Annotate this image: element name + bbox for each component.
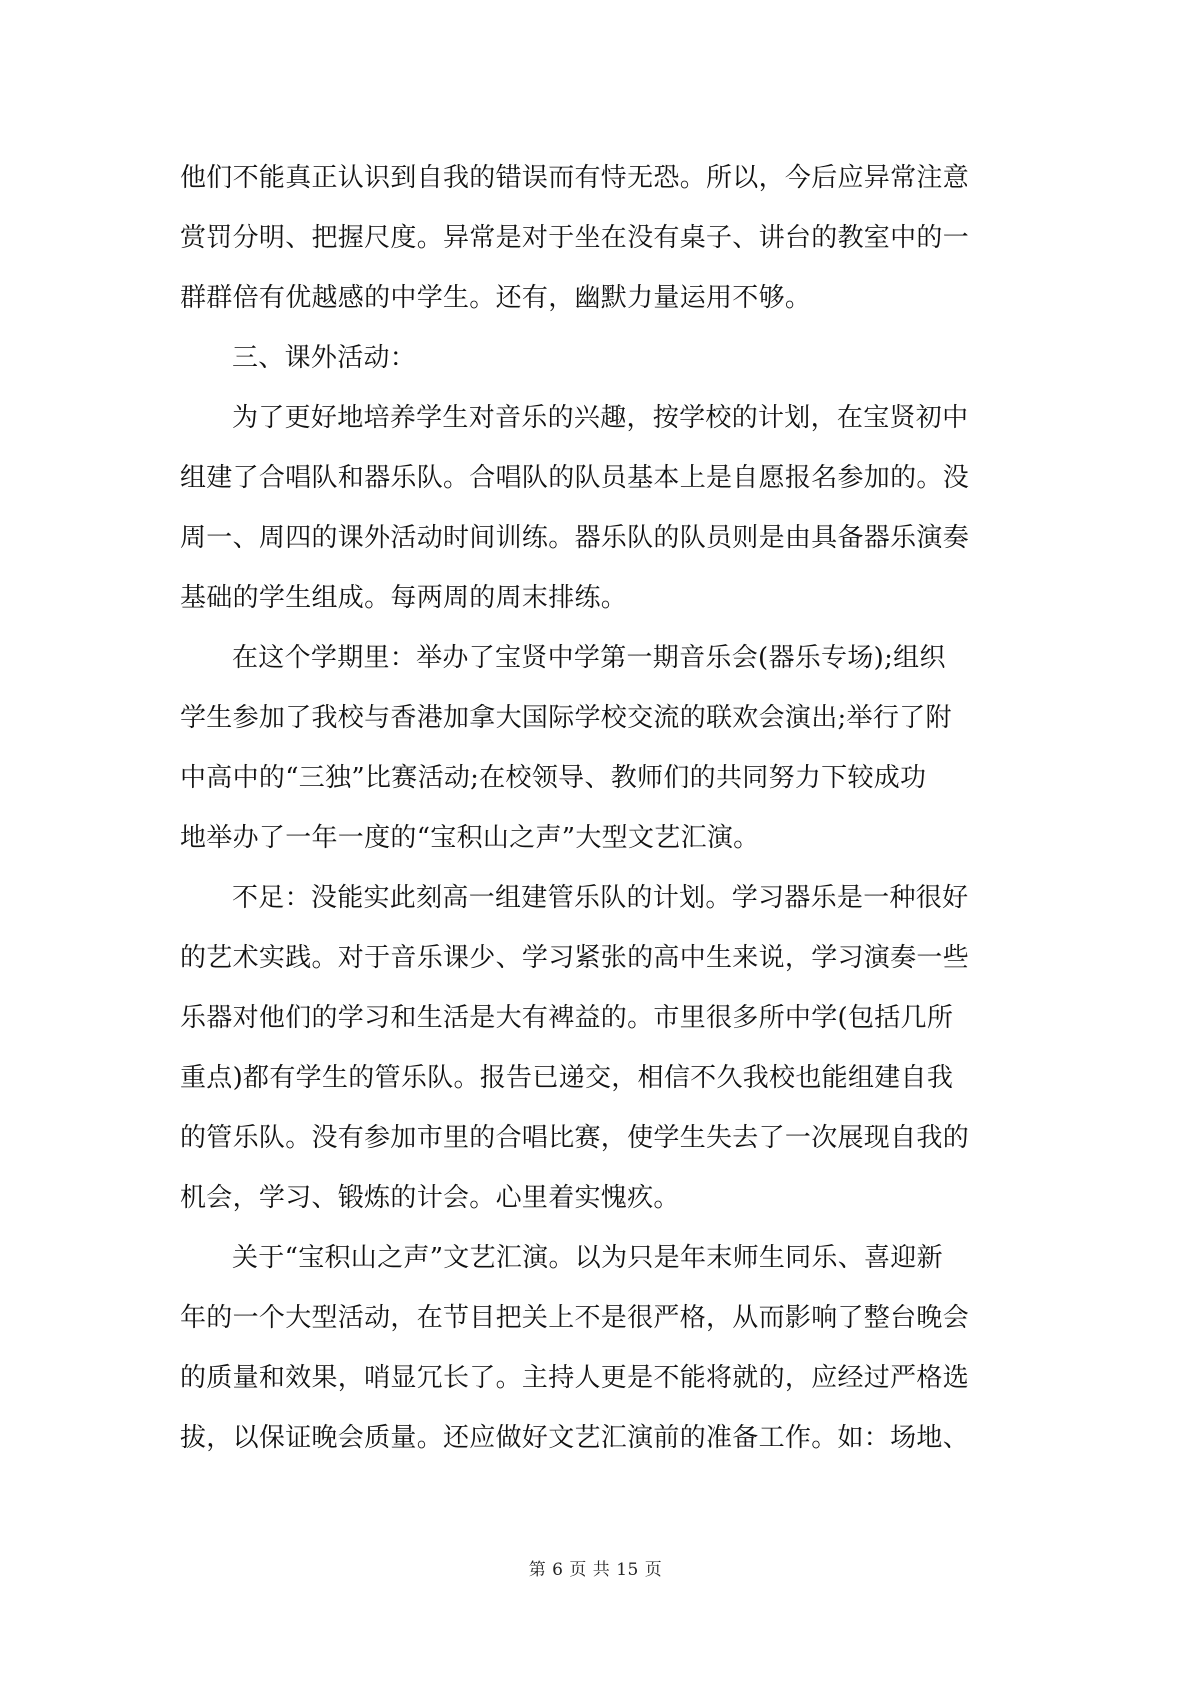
text-line: 关于“宝积山之声”文艺汇演。以为只是年末师生同乐、喜迎新 [232,1243,943,1273]
text-line: 在这个学期里：举办了宝贤中学第一期音乐会(器乐专场);组织 [232,643,946,673]
text-line: 赏罚分明、把握尺度。异常是对于坐在没有桌子、讲台的教室中的一 [180,223,970,253]
text-line: 的艺术实践。对于音乐课少、学习紧张的高中生来说，学习演奏一些 [180,943,970,973]
paragraph-shortcomings [180,868,1020,1228]
text-line: 三、课外活动： [232,343,417,373]
paragraph-ensembles [180,388,1020,628]
text-line: 的管乐队。没有参加市里的合唱比赛，使学生失去了一次展现自我的 [180,1123,970,1153]
text-line: 拔，以保证晚会质量。还应做好文艺汇演前的准备工作。如：场地、 [180,1423,970,1453]
text-line: 中高中的“三独”比赛活动;在校领导、教师们的共同努力下较成功 [180,763,927,793]
text-line: 机会，学习、锻炼的计会。心里着实愧疚。 [180,1183,680,1213]
paragraph-gala-review [180,1228,1020,1468]
text-line: 群群倍有优越感的中学生。还有，幽默力量运用不够。 [180,283,812,313]
text-line: 的质量和效果，哨显冗长了。主持人更是不能将就的，应经过严格选 [180,1363,970,1393]
document-body [180,148,1020,1468]
page-number-footer: 第 6 页 共 15 页 [528,1560,663,1580]
paragraph-semester-events [180,628,1020,868]
text-line: 他们不能真正认识到自我的错误而有恃无恐。所以，今后应异常注意 [180,163,970,193]
text-line: 重点)都有学生的管乐队。报告已递交，相信不久我校也能组建自我 [180,1063,954,1093]
text-line: 地举办了一年一度的“宝积山之声”大型文艺汇演。 [180,823,760,853]
text-line: 为了更好地培养学生对音乐的兴趣，按学校的计划，在宝贤初中 [232,403,969,433]
paragraph-continuation [180,148,1020,328]
text-line: 乐器对他们的学习和生活是大有裨益的。市里很多所中学(包括几所 [180,1003,954,1033]
text-line: 周一、周四的课外活动时间训练。器乐队的队员则是由具备器乐演奏 [180,523,970,553]
text-line: 学生参加了我校与香港加拿大国际学校交流的联欢会演出;举行了附 [180,703,952,733]
text-line: 基础的学生组成。每两周的周末排练。 [180,583,628,613]
text-line: 组建了合唱队和器乐队。合唱队的队员基本上是自愿报名参加的。没 [180,463,970,493]
section-heading-extracurricular [180,328,1020,388]
text-line: 不足：没能实此刻高一组建管乐队的计划。学习器乐是一种很好 [232,883,969,913]
text-line: 年的一个大型活动，在节目把关上不是很严格，从而影响了整台晚会 [180,1303,970,1333]
